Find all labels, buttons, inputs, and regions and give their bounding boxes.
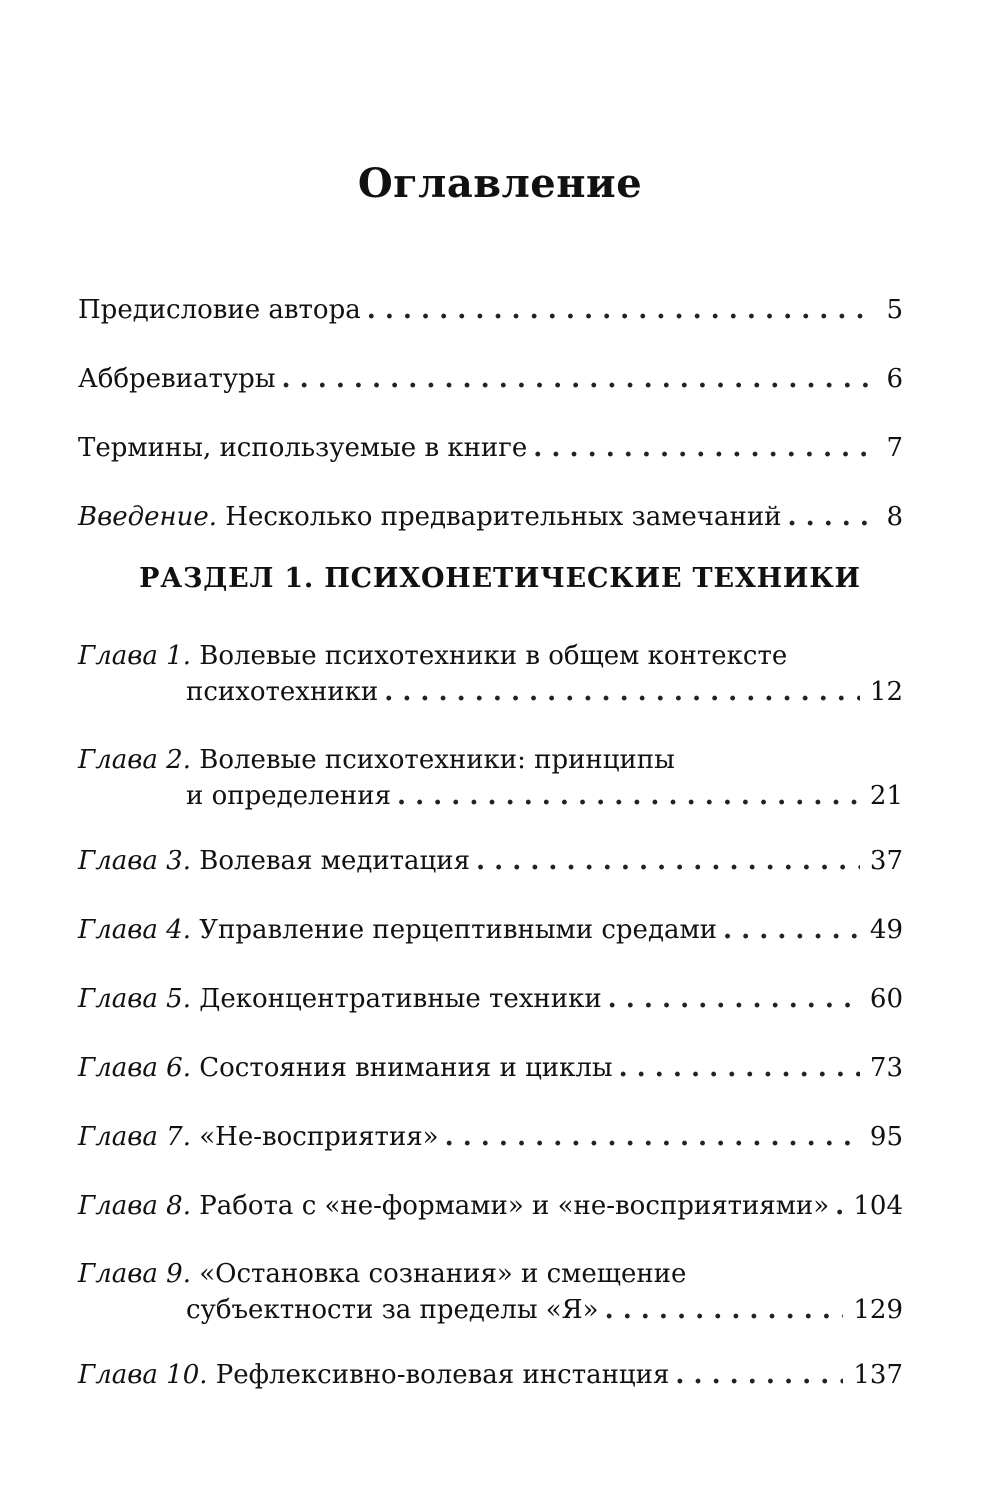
- entry-label: [78, 912, 717, 948]
- entry-label: [78, 638, 787, 674]
- entry-label: Предисловие автора: [78, 295, 361, 325]
- entry-title-continued: и определения: [186, 781, 391, 811]
- entry-prefix: Глава 3.: [78, 846, 191, 876]
- entry-page-number: 37: [869, 846, 903, 876]
- entry-prefix: Глава 2.: [78, 745, 191, 775]
- entry-label: [78, 1357, 669, 1393]
- entry-label: [78, 742, 675, 778]
- toc-entry-chapter-1[interactable]: [78, 638, 903, 710]
- entry-title: Работа с «не-формами» и «не-восприятиями»: [199, 1191, 830, 1221]
- entry-label: Аббревиатуры: [78, 364, 276, 394]
- entry-label: [78, 843, 470, 879]
- dot-leader: [476, 843, 860, 879]
- toc-entry-chapter-2[interactable]: [78, 742, 903, 814]
- dot-leader: [675, 1357, 843, 1393]
- toc-entry-abbreviations[interactable]: [78, 361, 903, 397]
- entry-title: «Остановка сознания» и смещение: [199, 1259, 687, 1289]
- dot-leader: [367, 292, 873, 328]
- toc-entry-chapter-3[interactable]: [78, 843, 903, 879]
- entry-label: Термины, используемые в книге: [78, 433, 528, 463]
- entry-page-number: 95: [869, 1122, 903, 1152]
- entry-title-continued: психотехники: [186, 677, 379, 707]
- entry-page-number: 129: [853, 1295, 903, 1325]
- entry-page-number: 5: [886, 295, 903, 325]
- entry-title: Волевая медитация: [199, 846, 471, 876]
- entry-page-number: 12: [869, 677, 903, 707]
- dot-leader: [384, 674, 860, 710]
- toc-entry-chapter-5[interactable]: [78, 981, 903, 1017]
- entry-label: [78, 1256, 686, 1292]
- entry-prefix: Глава 7.: [78, 1122, 191, 1152]
- toc-entry-chapter-4[interactable]: [78, 912, 903, 948]
- entry-label: [78, 499, 782, 535]
- toc-entry-chapter-6[interactable]: [78, 1050, 903, 1086]
- entry-prefix: Глава 4.: [78, 915, 191, 945]
- entry-prefix: Глава 10.: [78, 1360, 208, 1390]
- toc-entry-chapter-10[interactable]: [78, 1357, 903, 1393]
- dot-leader: [605, 1292, 844, 1328]
- entry-prefix: Глава 1.: [78, 641, 191, 671]
- entry-label: [78, 1119, 439, 1155]
- entry-label: [78, 1188, 829, 1224]
- dot-leader: [533, 430, 873, 466]
- dot-leader: [723, 912, 860, 948]
- entry-title: Управление перцептивными средами: [199, 915, 718, 945]
- entry-title: «Не-восприятия»: [199, 1122, 439, 1152]
- dot-leader: [445, 1119, 860, 1155]
- toc-entry-terms[interactable]: [78, 430, 903, 466]
- entry-page-number: 104: [853, 1191, 903, 1221]
- dot-leader: [619, 1050, 860, 1086]
- entry-prefix: Введение.: [78, 502, 218, 532]
- entry-prefix: Глава 8.: [78, 1191, 191, 1221]
- entry-page-number: 137: [853, 1360, 903, 1390]
- entry-title: Деконцентративные техники: [199, 984, 602, 1014]
- entry-prefix: Глава 6.: [78, 1053, 191, 1083]
- toc-entry-chapter-7[interactable]: [78, 1119, 903, 1155]
- entry-title: Волевые психотехники: принципы: [199, 745, 675, 775]
- entry-page-number: 49: [869, 915, 903, 945]
- entry-title: Несколько предварительных замечаний: [225, 502, 782, 532]
- toc-entry-introduction[interactable]: [78, 499, 903, 535]
- entry-page-number: 7: [886, 433, 903, 463]
- toc-entry-preface[interactable]: [78, 292, 903, 328]
- dot-leader: [397, 778, 860, 814]
- entry-page-number: 60: [869, 984, 903, 1014]
- dot-leader: [788, 499, 874, 535]
- entry-page-number: 8: [886, 502, 903, 532]
- toc-entry-chapter-9[interactable]: [78, 1256, 903, 1328]
- toc-entry-chapter-8[interactable]: [78, 1188, 903, 1224]
- entry-page-number: 21: [869, 781, 903, 811]
- dot-leader: [608, 981, 860, 1017]
- entry-title: Волевые психотехники в общем контексте: [199, 641, 788, 671]
- entry-title: Рефлексивно-волевая инстанция: [215, 1360, 670, 1390]
- page-title: Оглавление: [357, 160, 643, 207]
- section-heading: РАЗДЕЛ 1. ПСИХОНЕТИЧЕСКИЕ ТЕХНИКИ: [139, 563, 861, 594]
- entry-title-continued: субъектности за пределы «Я»: [186, 1295, 599, 1325]
- entry-label: [78, 1050, 613, 1086]
- entry-prefix: Глава 5.: [78, 984, 191, 1014]
- entry-prefix: Глава 9.: [78, 1259, 191, 1289]
- entry-title: Состояния внимания и циклы: [199, 1053, 613, 1083]
- entry-page-number: 73: [869, 1053, 903, 1083]
- entry-page-number: 6: [886, 364, 903, 394]
- dot-leader: [835, 1188, 843, 1224]
- entry-label: [78, 981, 602, 1017]
- dot-leader: [282, 361, 873, 397]
